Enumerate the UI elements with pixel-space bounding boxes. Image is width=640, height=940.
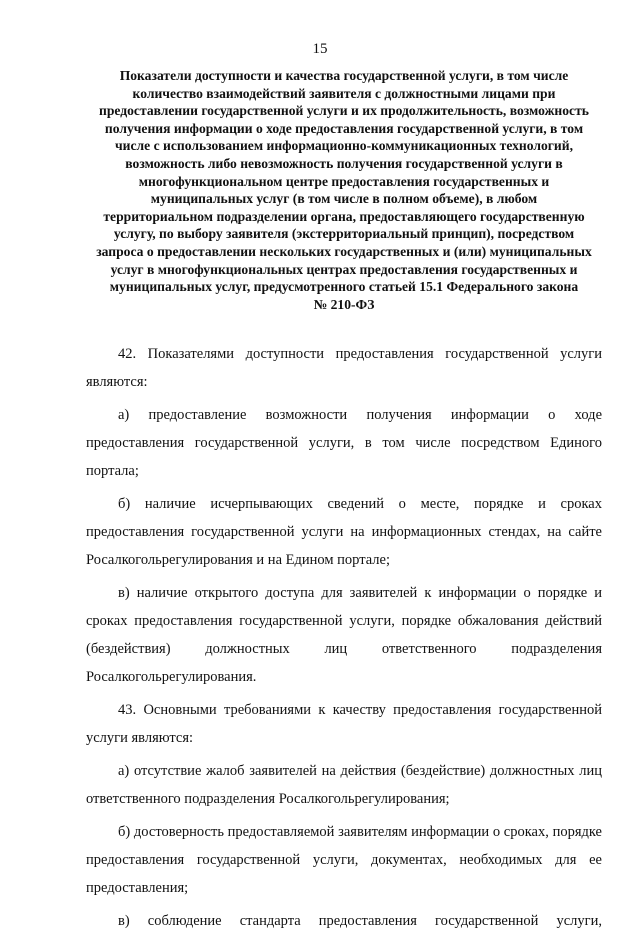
paragraph-43: 43. Основными требованиями к качеству предоставления государственной услуги являются: (86, 702, 602, 746)
heading-line: территориальном подразделении органа, предоставляющего государственную (103, 208, 585, 224)
paragraph-42: 42. Показателями доступности предоставления государственной услуги являются: (86, 346, 602, 390)
heading-line: числе с использованием информационно-коммуникационных технологий, (115, 138, 573, 154)
section-heading (84, 67, 604, 313)
heading-line: возможность либо невозможность получения государственной услуги в (125, 155, 563, 171)
heading-line: услугу, по выбору заявителя (экстерриториальный принцип), посредством (113, 226, 575, 242)
heading-line: получения информации о ходе предоставления государственной услуги, в том (104, 120, 584, 136)
heading-line: количество взаимодействий заявителя с должностными лицами при (132, 85, 556, 101)
paragraph-43b: б) достоверность предоставляемой заявителям информации о сроках, порядке предоставления государственной услуги, документах, необходимых для ее предоставления; (86, 824, 602, 896)
paragraph-42b: б) наличие исчерпывающих сведений о месте, порядке и сроках предоставления государственной услуги на информационных стендах, на сайте Росалкогольрегулирования и на Едином портале; (86, 496, 602, 568)
page-number: 15 (312, 41, 328, 57)
heading-line: многофункциональном центре предоставления государственных и (138, 173, 550, 189)
heading-line: услуг в многофункциональных центрах предоставления государственных и (110, 261, 578, 277)
heading-line: запроса о предоставлении нескольких государственных и (или) муниципальных (96, 243, 592, 259)
paragraph-42a: а) предоставление возможности получения информации о ходе предоставления государственной услуги, в том числе посредством Единого портала; (86, 407, 602, 479)
paragraph-43a: а) отсутствие жалоб заявителей на действия (бездействие) должностных лиц ответственного подразделения Росалкогольрегулирования; (86, 763, 602, 807)
heading-line: Показатели доступности и качества государственной услуги, в том числе (119, 68, 569, 83)
paragraph-42c: в) наличие открытого доступа для заявителей к информации о порядке и сроках предоставления государственной услуги, порядке обжалования действий (бездействия) должностных лиц ответственного подразделения Росалкогольрегулирования. (86, 585, 602, 685)
document-body (86, 340, 602, 940)
heading-line: предоставлении государственной услуги и их продолжительность, возможность (99, 103, 589, 119)
heading-line: муниципальных услуг (в том числе в полном объеме), в любом (150, 191, 538, 207)
paragraph-43c: в) соблюдение стандарта предоставления государственной услуги, (118, 913, 602, 929)
heading-line: № 210-ФЗ (313, 296, 375, 312)
heading-line: муниципальных услуг, предусмотренного статьей 15.1 Федерального закона (109, 279, 579, 295)
